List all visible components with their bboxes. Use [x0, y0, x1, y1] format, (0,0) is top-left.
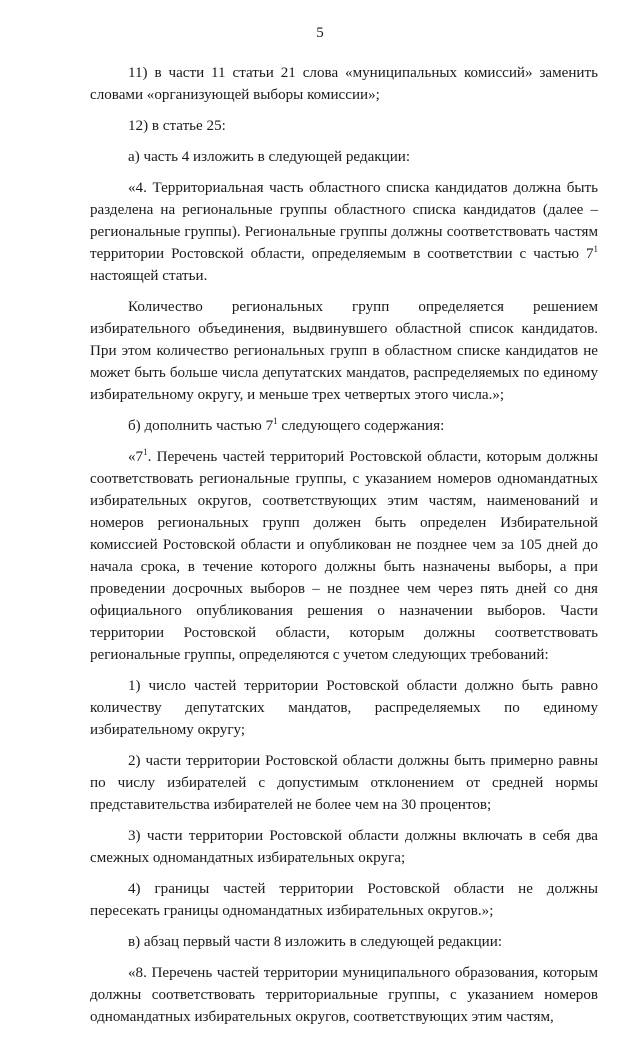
page-number: 5: [316, 25, 324, 41]
paragraph: «4. Территориальная часть областного списка кандидатов должна быть разделена на региональные группы областного списка кандидатов (далее – региональные группы). Региональные группы должны соответствовать частям территории Ростовской области, определяемым в соответствии с частью $7^1$ настоящей статьи.: [90, 180, 598, 284]
paragraph: 3) части территории Ростовской области должны включать в себя два смежных одномандатных избирательных округа;: [90, 828, 598, 866]
paragraph: а) часть 4 изложить в следующей редакции:: [128, 149, 411, 165]
paragraph: 4) границы частей территории Ростовской области не должны пересекать границы одномандатных избирательных округов.»;: [90, 881, 598, 919]
paragraph: 11) в части 11 статьи 21 слова «муниципальных комиссий» заменить словами «организующей выборы комиссии»;: [90, 65, 598, 103]
paragraph: «8. Перечень частей территории муниципального образования, которым должны соответствовать территориальные группы, с указанием номеров одномандатных избирательных округов, соответствующих этим частям,: [90, 965, 598, 1025]
paragraph: 12) в статье 25:: [128, 118, 226, 134]
superscript: 1: [593, 244, 598, 254]
paragraph: в) абзац первый части 8 изложить в следующей редакции:: [128, 934, 503, 950]
paragraph: 1) число частей территории Ростовской области должно быть равно количеству депутатских мандатов, распределяемых по единому избирательному округу;: [90, 678, 598, 738]
document-body: [90, 62, 598, 1037]
superscript: 1: [143, 447, 148, 457]
superscript: 1: [273, 416, 278, 426]
paragraph: Количество региональных групп определяется решением избирательного объединения, выдвинувшего областной список кандидатов. При этом количество региональных групп в областном списке кандидатов не может быть больше числа депутатских мандатов, распределяемых по единому избирательному округу, и меньше трех четвертых этого числа.»;: [90, 299, 598, 403]
paragraph: «$7^1$. Перечень частей территорий Ростовской области, которым должны соответствовать региональные группы, с указанием номеров одномандатных избирательных округов, соответствующих этим частям, наименований и номеров региональных групп должен быть определен Избирательной комиссией Ростовской области и опубликован не позднее чем за 105 дней до начала срока, в течение которого должны быть назначены выборы, а при проведении досрочных выборов – не позднее чем через пять дней со дня официального опубликования решения о назначении выборов. Части территории Ростовской области, которым должны соответствовать региональные группы, определяются с учетом следующих требований:: [90, 447, 598, 663]
paragraph: б) дополнить частью $7^1$ следующего содержания:: [128, 416, 445, 434]
paragraph: 2) части территории Ростовской области должны быть примерно равны по числу избирателей с допустимым отклонением от средней нормы представительства избирателей не более чем на 30 процентов;: [90, 753, 598, 813]
